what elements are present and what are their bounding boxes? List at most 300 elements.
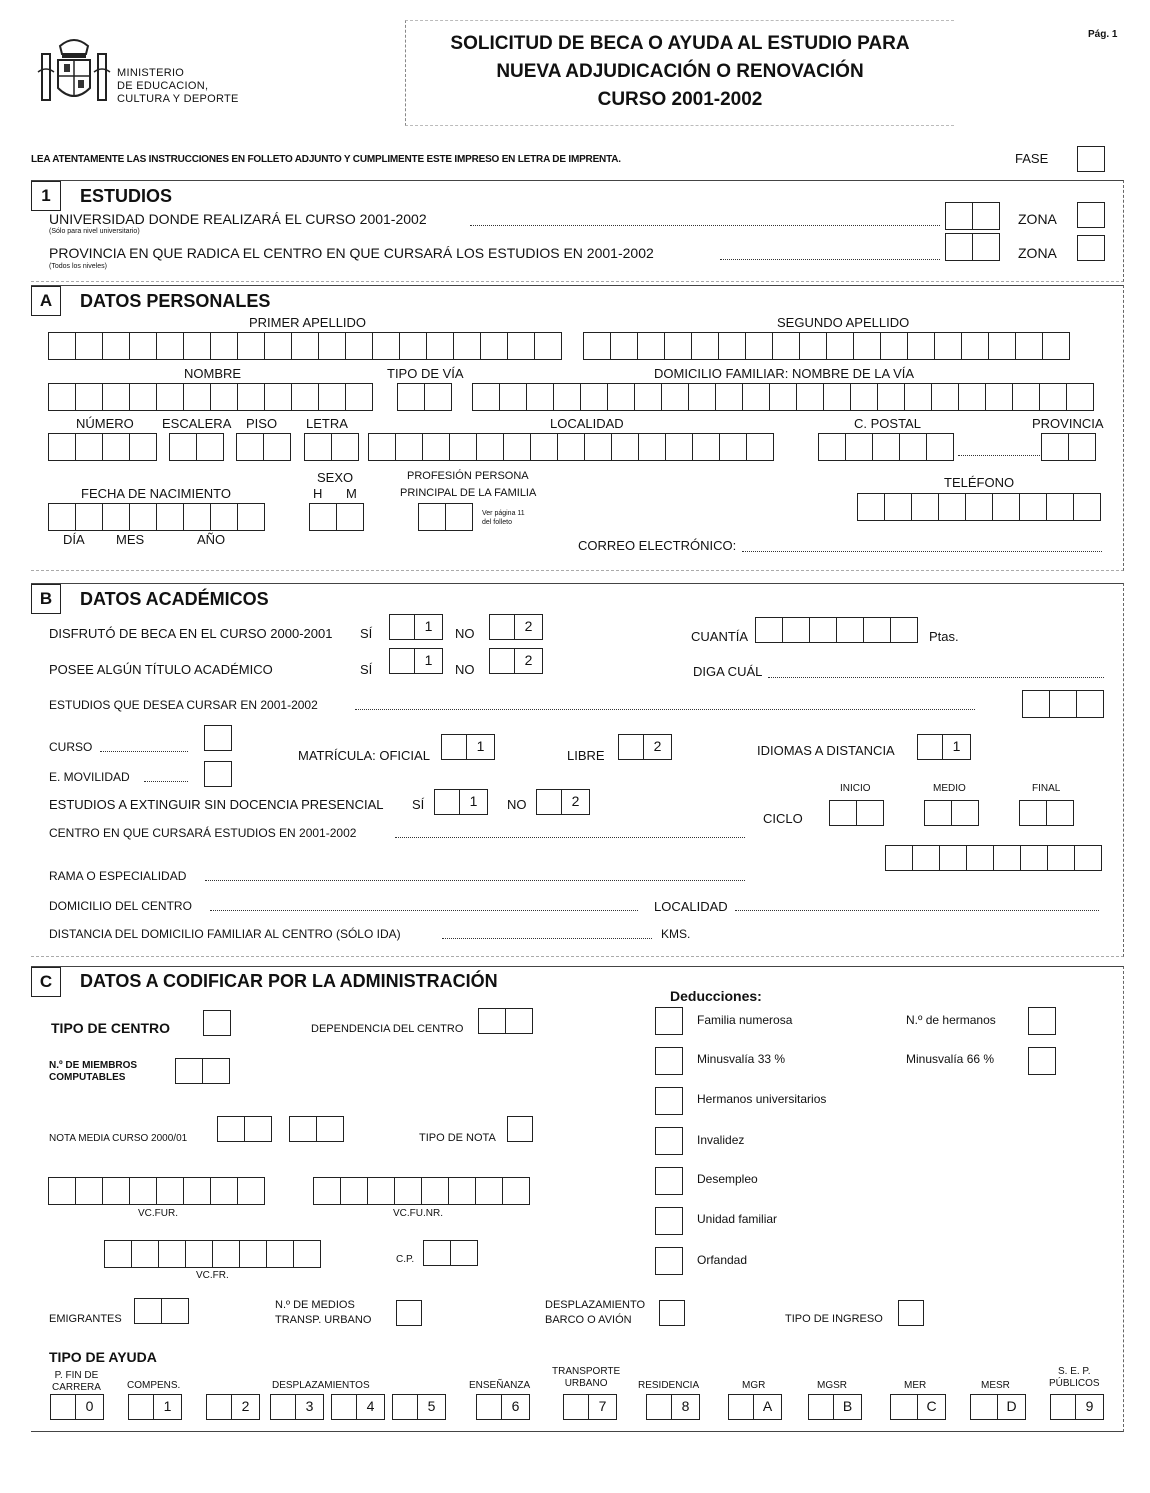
char-cell[interactable] xyxy=(217,1116,245,1142)
provincia-dots xyxy=(720,259,940,260)
universidad-code-field[interactable] xyxy=(945,202,1000,230)
char-cell[interactable] xyxy=(1022,690,1050,718)
correo-field[interactable] xyxy=(742,551,1102,552)
ayuda-code-box[interactable] xyxy=(808,1394,862,1420)
ayuda-code: D xyxy=(998,1394,1026,1420)
char-cell[interactable] xyxy=(156,383,184,411)
char-cell[interactable] xyxy=(395,433,423,461)
char-cell[interactable] xyxy=(345,383,373,411)
char-cell[interactable] xyxy=(845,433,873,461)
char-cell[interactable] xyxy=(1042,332,1070,360)
ded-invalidez-box[interactable] xyxy=(655,1127,683,1155)
tipo-centro-box[interactable] xyxy=(203,1010,231,1036)
char-cell[interactable] xyxy=(926,433,954,461)
char-cell[interactable] xyxy=(965,493,993,521)
zona-box[interactable] xyxy=(1077,202,1105,228)
provincia-label: PROVINCIA xyxy=(1032,416,1104,431)
char-cell[interactable] xyxy=(809,617,837,643)
char-cell[interactable] xyxy=(584,433,612,461)
char-cell[interactable] xyxy=(899,433,927,461)
char-cell[interactable] xyxy=(502,1177,530,1205)
char-cell[interactable] xyxy=(638,433,666,461)
char-cell[interactable] xyxy=(75,332,103,360)
ayuda-code: B xyxy=(834,1394,862,1420)
ded-minusvalia33-box[interactable] xyxy=(655,1047,683,1075)
primer-apellido-field[interactable] xyxy=(48,332,562,360)
ayuda-code-box[interactable] xyxy=(646,1394,700,1420)
char-cell[interactable] xyxy=(156,1177,184,1205)
fecha-nac-label: FECHA DE NACIMIENTO xyxy=(81,486,232,501)
char-cell[interactable] xyxy=(993,845,1021,871)
ayuda-code-box[interactable] xyxy=(890,1394,946,1420)
char-cell[interactable] xyxy=(1066,383,1094,411)
char-cell[interactable] xyxy=(1049,690,1077,718)
char-cell[interactable] xyxy=(202,1058,230,1084)
char-cell[interactable] xyxy=(237,332,265,360)
dependencia-field[interactable] xyxy=(478,1008,533,1034)
char-cell[interactable] xyxy=(48,383,76,411)
char-cell[interactable] xyxy=(104,1240,132,1268)
char-cell[interactable] xyxy=(755,617,783,643)
char-cell[interactable] xyxy=(75,1177,103,1205)
code-value: 1 xyxy=(460,789,488,815)
char-cell[interactable] xyxy=(472,383,500,411)
char-cell[interactable] xyxy=(397,383,425,411)
numero-field[interactable] xyxy=(48,433,157,461)
char-cell[interactable] xyxy=(75,383,103,411)
char-cell[interactable] xyxy=(1015,332,1043,360)
ayuda-pfin-line: P. FIN DE xyxy=(54,1370,99,1381)
char-cell[interactable] xyxy=(313,1177,341,1205)
char-cell[interactable] xyxy=(992,493,1020,521)
localidad-centro-label: LOCALIDAD xyxy=(654,899,728,914)
ded-desempleo-box[interactable] xyxy=(655,1167,683,1195)
ayuda-transp-line: TRANSPORTE xyxy=(552,1366,621,1377)
movilidad-dots xyxy=(144,781,188,782)
char-cell[interactable] xyxy=(129,1177,157,1205)
char-cell[interactable] xyxy=(237,1177,265,1205)
char-cell[interactable] xyxy=(877,383,905,411)
ayuda-residencia-label: RESIDENCIA xyxy=(638,1380,700,1391)
char-cell[interactable] xyxy=(610,332,638,360)
char-cell[interactable] xyxy=(75,503,103,531)
centro-field[interactable] xyxy=(395,837,745,838)
char-cell[interactable] xyxy=(131,1240,159,1268)
estudios-code-field[interactable] xyxy=(1022,690,1104,718)
char-cell[interactable] xyxy=(911,493,939,521)
char-cell[interactable] xyxy=(966,845,994,871)
nombre-field[interactable] xyxy=(48,383,373,411)
char-cell[interactable] xyxy=(480,332,508,360)
movilidad-box[interactable] xyxy=(204,761,232,787)
char-cell[interactable] xyxy=(1073,493,1101,521)
char-cell[interactable] xyxy=(185,1240,213,1268)
char-cell[interactable] xyxy=(196,433,224,461)
char-cell[interactable] xyxy=(183,332,211,360)
char-cell[interactable] xyxy=(424,383,452,411)
char-cell[interactable] xyxy=(583,332,611,360)
hermanos-box[interactable] xyxy=(1028,1007,1056,1035)
char-cell[interactable] xyxy=(237,383,265,411)
char-cell[interactable] xyxy=(607,383,635,411)
disfruto-si-box[interactable] xyxy=(389,614,443,640)
ayuda-code: 4 xyxy=(357,1394,385,1420)
ayuda-code: C xyxy=(918,1394,946,1420)
char-cell[interactable] xyxy=(637,332,665,360)
ministry-logo xyxy=(34,32,114,112)
char-cell[interactable] xyxy=(742,383,770,411)
char-cell[interactable] xyxy=(289,1116,317,1142)
code-value: 1 xyxy=(415,648,443,674)
provincia-code-field[interactable] xyxy=(945,233,1000,261)
char-cell[interactable] xyxy=(129,383,157,411)
char-cell[interactable] xyxy=(691,332,719,360)
ayuda-code-box[interactable] xyxy=(728,1394,782,1420)
sexo-label: SEXO xyxy=(317,470,354,485)
char-cell[interactable] xyxy=(661,383,689,411)
char-cell[interactable] xyxy=(553,383,581,411)
char-cell[interactable] xyxy=(1039,383,1067,411)
char-cell[interactable] xyxy=(316,1116,344,1142)
char-cell[interactable] xyxy=(453,332,481,360)
char-cell[interactable] xyxy=(291,383,319,411)
ayuda-code-box[interactable] xyxy=(1050,1394,1104,1420)
char-cell[interactable] xyxy=(1041,433,1069,461)
char-cell[interactable] xyxy=(175,1058,203,1084)
ministry-line: CULTURA Y DEPORTE xyxy=(117,93,239,105)
char-cell[interactable] xyxy=(505,1008,533,1034)
char-cell[interactable] xyxy=(530,433,558,461)
char-cell[interactable] xyxy=(291,332,319,360)
char-cell[interactable] xyxy=(772,332,800,360)
char-cell[interactable] xyxy=(823,383,851,411)
ayuda-code-box[interactable] xyxy=(392,1394,446,1420)
ded-orfandad-box[interactable] xyxy=(655,1247,683,1275)
nota-media-field-2[interactable] xyxy=(289,1116,344,1142)
char-cell[interactable] xyxy=(372,332,400,360)
emigrantes-field[interactable] xyxy=(134,1298,189,1324)
vcfunr-field[interactable] xyxy=(313,1177,530,1205)
ded-familia-numerosa-box[interactable] xyxy=(655,1007,683,1035)
char-cell[interactable] xyxy=(476,433,504,461)
char-cell[interactable] xyxy=(818,433,846,461)
char-cell[interactable] xyxy=(418,503,446,531)
ded-unidad-familiar-box[interactable] xyxy=(655,1207,683,1235)
char-cell[interactable] xyxy=(340,1177,368,1205)
char-cell[interactable] xyxy=(156,332,184,360)
char-cell[interactable] xyxy=(664,332,692,360)
char-cell[interactable] xyxy=(449,433,477,461)
char-cell[interactable] xyxy=(423,1240,451,1266)
ministry-name xyxy=(117,67,239,106)
ayuda-code-box[interactable] xyxy=(206,1394,260,1420)
segundo-apellido-field[interactable] xyxy=(583,332,1070,360)
miembros-field[interactable] xyxy=(175,1058,230,1084)
vcfr-field[interactable] xyxy=(104,1240,321,1268)
char-cell[interactable] xyxy=(210,383,238,411)
tipo-nota-box[interactable] xyxy=(507,1116,533,1142)
char-cell[interactable] xyxy=(1046,493,1074,521)
ded-hermanos-univ-box[interactable] xyxy=(655,1087,683,1115)
char-cell[interactable] xyxy=(48,503,76,531)
disfruto-no-box[interactable] xyxy=(489,614,543,640)
char-cell[interactable] xyxy=(1019,800,1047,826)
char-cell[interactable] xyxy=(719,433,747,461)
domicilio-field[interactable] xyxy=(472,383,1094,411)
char-cell[interactable] xyxy=(368,433,396,461)
char-cell[interactable] xyxy=(236,433,264,461)
char-cell[interactable] xyxy=(634,383,662,411)
char-cell[interactable] xyxy=(210,1177,238,1205)
char-cell[interactable] xyxy=(399,332,427,360)
char-cell[interactable] xyxy=(304,433,332,461)
profesion-field[interactable] xyxy=(418,503,473,531)
char-cell[interactable] xyxy=(557,433,585,461)
char-cell[interactable] xyxy=(1076,690,1104,718)
tipo-via-field[interactable] xyxy=(397,383,452,411)
nota-media-field-1[interactable] xyxy=(217,1116,272,1142)
char-cell[interactable] xyxy=(478,1008,506,1034)
char-cell[interactable] xyxy=(853,332,881,360)
disfruto-label: DISFRUTÓ DE BECA EN EL CURSO 2000-2001 xyxy=(49,626,333,641)
domicilio-centro-field[interactable] xyxy=(210,910,638,911)
char-cell[interactable] xyxy=(183,383,211,411)
char-cell[interactable] xyxy=(237,503,265,531)
char-cell[interactable] xyxy=(769,383,797,411)
char-cell[interactable] xyxy=(526,383,554,411)
char-cell[interactable] xyxy=(158,1240,186,1268)
posee-no-box[interactable] xyxy=(489,648,543,674)
char-cell[interactable] xyxy=(475,1177,503,1205)
cuantia-field[interactable] xyxy=(755,617,918,643)
char-cell[interactable] xyxy=(745,332,773,360)
char-cell[interactable] xyxy=(309,503,337,531)
char-cell[interactable] xyxy=(318,332,346,360)
vcfunr-label: VC.FU.NR. xyxy=(393,1208,443,1219)
extinguir-si-box[interactable] xyxy=(434,789,488,815)
cp-field[interactable] xyxy=(423,1240,478,1266)
char-cell[interactable] xyxy=(331,433,359,461)
char-cell[interactable] xyxy=(718,332,746,360)
char-cell[interactable] xyxy=(48,433,76,461)
desplazamiento-box[interactable] xyxy=(659,1300,685,1326)
char-cell[interactable] xyxy=(293,1240,321,1268)
char-cell[interactable] xyxy=(129,433,157,461)
estudios-field[interactable] xyxy=(355,709,975,710)
centro-code-field[interactable] xyxy=(885,845,1102,871)
char-cell[interactable] xyxy=(1047,845,1075,871)
char-cell[interactable] xyxy=(931,383,959,411)
localidad-centro-field[interactable] xyxy=(735,910,1099,911)
medios-box[interactable] xyxy=(396,1300,422,1326)
char-cell[interactable] xyxy=(102,332,130,360)
char-cell[interactable] xyxy=(102,433,130,461)
telefono-field[interactable] xyxy=(857,493,1101,521)
char-cell[interactable] xyxy=(367,1177,395,1205)
letra-field[interactable] xyxy=(304,433,359,461)
char-cell[interactable] xyxy=(715,383,743,411)
char-cell[interactable] xyxy=(266,1240,294,1268)
char-cell[interactable] xyxy=(239,1240,267,1268)
char-cell[interactable] xyxy=(264,332,292,360)
char-cell[interactable] xyxy=(134,1298,162,1324)
char-cell[interactable] xyxy=(534,332,562,360)
char-cell[interactable] xyxy=(503,433,531,461)
char-cell[interactable] xyxy=(499,383,527,411)
ayuda-code-box[interactable] xyxy=(128,1394,182,1420)
char-cell[interactable] xyxy=(857,493,885,521)
char-cell[interactable] xyxy=(263,433,291,461)
minus66-box[interactable] xyxy=(1028,1047,1056,1075)
ayuda-code: 5 xyxy=(418,1394,446,1420)
char-cell[interactable] xyxy=(318,383,346,411)
char-cell[interactable] xyxy=(450,1240,478,1266)
ciclo-inicio-field[interactable] xyxy=(829,800,884,826)
fase-box[interactable] xyxy=(1077,146,1105,172)
provincia-field[interactable] xyxy=(1041,433,1096,461)
char-cell[interactable] xyxy=(448,1177,476,1205)
char-cell[interactable] xyxy=(161,1298,189,1324)
ayuda-code-box[interactable] xyxy=(270,1394,324,1420)
char-cell[interactable] xyxy=(264,383,292,411)
ayuda-code: 0 xyxy=(76,1394,104,1420)
rama-field[interactable] xyxy=(205,880,745,881)
char-cell[interactable] xyxy=(665,433,693,461)
char-cell[interactable] xyxy=(210,503,238,531)
matricula-libre-box[interactable] xyxy=(618,734,672,760)
char-cell[interactable] xyxy=(938,493,966,521)
char-cell[interactable] xyxy=(102,1177,130,1205)
ayuda-code-box[interactable] xyxy=(331,1394,385,1420)
char-cell[interactable] xyxy=(48,1177,76,1205)
idiomas-box[interactable] xyxy=(917,734,971,760)
char-cell[interactable] xyxy=(884,493,912,521)
distancia-field[interactable] xyxy=(442,938,652,939)
ayuda-code-box[interactable] xyxy=(476,1394,530,1420)
char-cell[interactable] xyxy=(951,800,979,826)
ciclo-final-field[interactable] xyxy=(1019,800,1074,826)
char-cell[interactable] xyxy=(129,332,157,360)
char-cell[interactable] xyxy=(212,1240,240,1268)
extinguir-no-box[interactable] xyxy=(536,789,590,815)
char-cell[interactable] xyxy=(1019,493,1047,521)
char-cell[interactable] xyxy=(1012,383,1040,411)
char-cell[interactable] xyxy=(863,617,891,643)
char-cell[interactable] xyxy=(580,383,608,411)
piso-field[interactable] xyxy=(236,433,291,461)
matricula-oficial-box[interactable] xyxy=(441,734,495,760)
char-cell[interactable] xyxy=(611,433,639,461)
char-cell[interactable] xyxy=(48,332,76,360)
section-a-title: DATOS PERSONALES xyxy=(80,291,271,311)
char-cell[interactable] xyxy=(1068,433,1096,461)
diga-field[interactable] xyxy=(768,677,1104,678)
char-cell[interactable] xyxy=(169,433,197,461)
ayuda-code-box[interactable] xyxy=(970,1394,1026,1420)
char-cell[interactable] xyxy=(75,433,103,461)
char-cell[interactable] xyxy=(746,433,774,461)
char-cell[interactable] xyxy=(939,845,967,871)
char-cell[interactable] xyxy=(890,617,918,643)
char-cell[interactable] xyxy=(426,332,454,360)
ver-pagina-line: del folleto xyxy=(482,519,512,526)
char-cell[interactable] xyxy=(836,617,864,643)
escalera-field[interactable] xyxy=(169,433,224,461)
char-cell[interactable] xyxy=(692,433,720,461)
ayuda-code-box[interactable] xyxy=(563,1394,617,1420)
char-cell[interactable] xyxy=(958,383,986,411)
char-cell[interactable] xyxy=(796,383,824,411)
provincia-centro-label: PROVINCIA EN QUE RADICA EL CENTRO EN QUE CURSARÁ LOS ESTUDIOS EN 2001-2002 xyxy=(49,245,654,261)
char-cell[interactable] xyxy=(244,1116,272,1142)
char-cell[interactable] xyxy=(345,332,373,360)
tipo-via-label: TIPO DE VÍA xyxy=(387,366,464,381)
curso-box[interactable] xyxy=(204,725,232,751)
char-cell[interactable] xyxy=(904,383,932,411)
miembros-line: COMPUTABLES xyxy=(49,1072,126,1083)
cpostal-field[interactable] xyxy=(818,433,954,461)
code-value: 2 xyxy=(515,648,543,674)
char-cell[interactable] xyxy=(829,800,857,826)
char-cell[interactable] xyxy=(183,503,211,531)
char-cell[interactable] xyxy=(102,503,130,531)
char-cell[interactable] xyxy=(782,617,810,643)
char-cell[interactable] xyxy=(988,332,1016,360)
char-cell[interactable] xyxy=(826,332,854,360)
char-cell[interactable] xyxy=(872,433,900,461)
char-cell[interactable] xyxy=(856,800,884,826)
zona-box-2[interactable] xyxy=(1077,235,1105,261)
char-cell[interactable] xyxy=(907,332,935,360)
curso-dots xyxy=(100,751,188,752)
sexo-field[interactable] xyxy=(309,503,364,531)
char-cell[interactable] xyxy=(985,383,1013,411)
posee-si-box[interactable] xyxy=(389,648,443,674)
char-cell[interactable] xyxy=(1046,800,1074,826)
char-cell[interactable] xyxy=(129,503,157,531)
tipo-ingreso-box[interactable] xyxy=(898,1300,924,1326)
char-cell[interactable] xyxy=(1074,845,1102,871)
char-cell[interactable] xyxy=(507,332,535,360)
char-cell[interactable] xyxy=(183,1177,211,1205)
fecha-nac-field[interactable] xyxy=(48,503,265,531)
char-cell[interactable] xyxy=(421,1177,449,1205)
char-cell[interactable] xyxy=(156,503,184,531)
char-cell[interactable] xyxy=(885,845,913,871)
char-cell[interactable] xyxy=(210,332,238,360)
char-cell[interactable] xyxy=(422,433,450,461)
char-cell[interactable] xyxy=(688,383,716,411)
char-cell[interactable] xyxy=(850,383,878,411)
char-cell[interactable] xyxy=(394,1177,422,1205)
ciclo-medio-field[interactable] xyxy=(924,800,979,826)
char-cell[interactable] xyxy=(880,332,908,360)
ayuda-code-box[interactable] xyxy=(50,1394,104,1420)
char-cell[interactable] xyxy=(934,332,962,360)
char-cell[interactable] xyxy=(912,845,940,871)
char-cell[interactable] xyxy=(102,383,130,411)
vcfur-field[interactable] xyxy=(48,1177,265,1205)
ayuda-despl-label: DESPLAZAMIENTOS xyxy=(272,1380,370,1391)
char-cell[interactable] xyxy=(1020,845,1048,871)
char-cell[interactable] xyxy=(799,332,827,360)
char-cell[interactable] xyxy=(336,503,364,531)
char-cell[interactable] xyxy=(445,503,473,531)
localidad-field[interactable] xyxy=(368,433,774,461)
char-cell[interactable] xyxy=(924,800,952,826)
char-cell[interactable] xyxy=(961,332,989,360)
desplazamiento-label xyxy=(545,1298,645,1328)
